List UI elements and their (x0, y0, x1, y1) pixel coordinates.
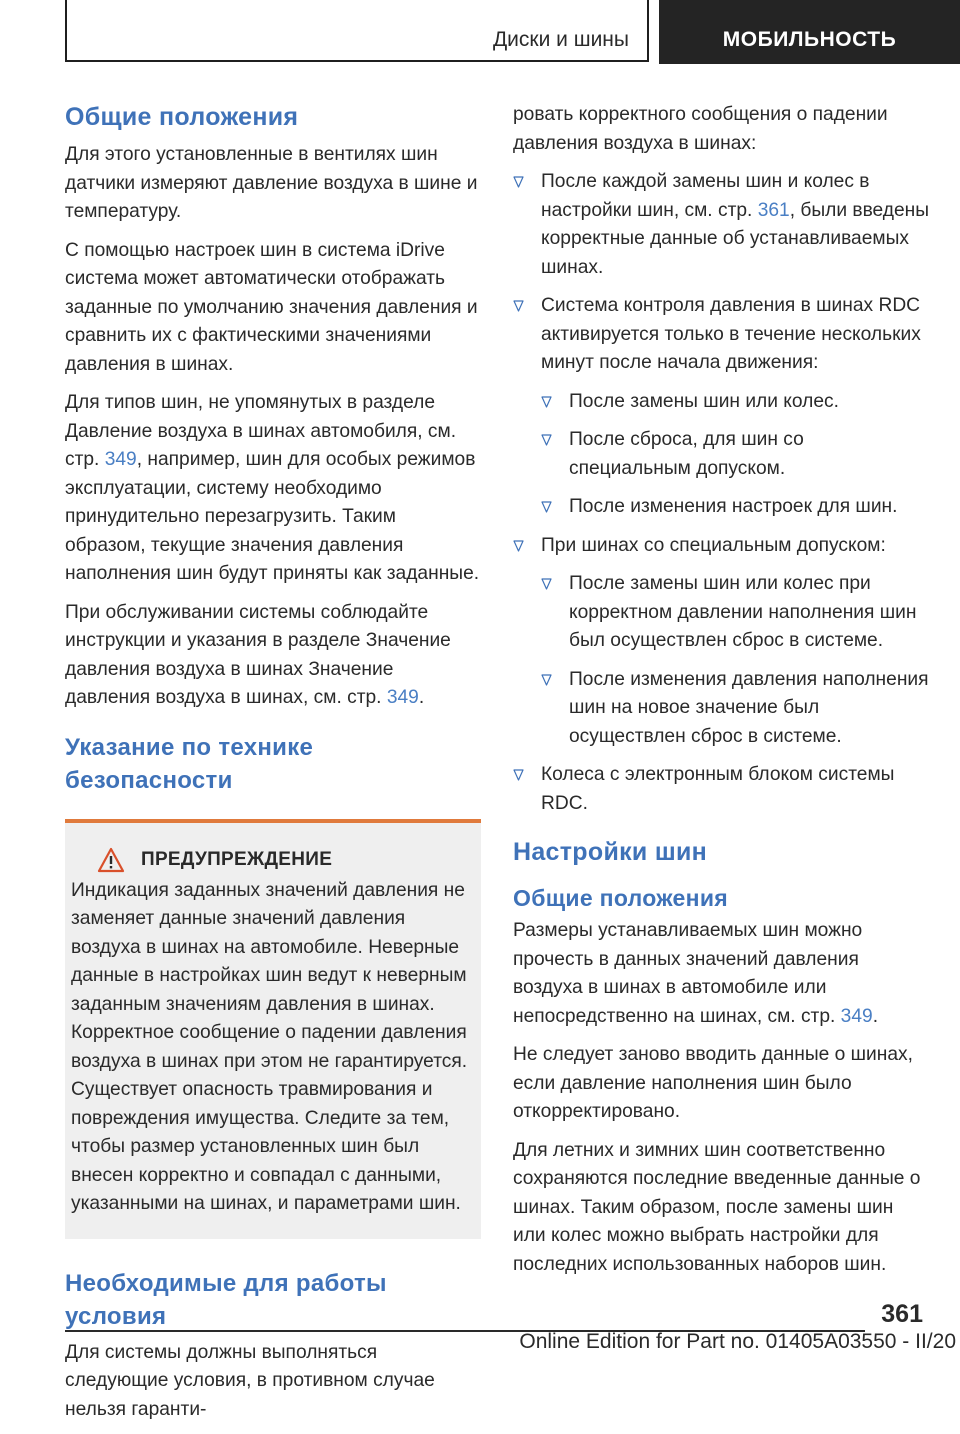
paragraph-sensors: Для этого установленные в вентилях шин датчики измеряют давление воздуха в шине и температуру. (65, 144, 478, 222)
paragraph-idrive: С помощью настроек шин в система iDrive система может автоматически отображать заданные по умолчанию значения давления и сравнить их с фактическими значениями давления в шинах. (65, 239, 478, 375)
bullet-triangle-icon (513, 540, 524, 552)
paragraph-reenter: Не следует заново вводить данные о шинах, если давление наполнения шин было откорректировано. (513, 1044, 913, 1122)
sub-list (541, 388, 930, 522)
list-item-text: После сброса, для шин со специальным допуском. (569, 429, 804, 479)
header-section-box (65, 0, 649, 62)
paragraph-text: Размеры устанавливаемых шин можно прочесть в данных значений давления воздуха в шинах в автомобиле или непосредственно на шинах, см. стр. (513, 920, 863, 1027)
list-item-text: После каждой замены шин и колес в настройки шин, см. стр. (541, 171, 870, 221)
page-link-349[interactable]: 349 (840, 1005, 873, 1027)
paragraph-continued: ровать корректного сообщения о падении давления воздуха в шинах: (513, 104, 888, 154)
paragraph-seasonal: Для летних и зимних шин соответственно сохраняются последние введенные данные о шинах. Таким образом, после замены шин или колес можно выбрать настройки для последних использованных наборов шин. (513, 1139, 921, 1275)
sub-list-item (541, 493, 930, 522)
footer-edition: Online Edition for Part no. 01405A03550 - II/20 (519, 1330, 956, 1353)
paragraph-service (65, 599, 481, 713)
list-item-text: При шинах со специальным допуском: (541, 534, 886, 556)
list-item-text: После замены шин или колес. (569, 390, 839, 412)
bullet-triangle-icon (541, 396, 552, 408)
heading-general-2: Общие положения (513, 885, 728, 911)
heading-general: Общие положения (65, 103, 299, 131)
header-chapter-tab (659, 0, 960, 64)
sub-list-item (541, 666, 930, 752)
page-link-349[interactable]: 349 (386, 687, 419, 708)
page-number: 361 (881, 1300, 923, 1328)
page-link-361[interactable]: 361 (757, 199, 790, 221)
conditions-list (513, 168, 930, 818)
warning-text: Индикация заданных значений давления не заменяет данные значений давления воздуха в шинах на автомобиле. Неверные данные в настройках шин ведут к неверным заданным значениям давления в шинах. Корректное сообщение о падении давления воздуха в шинах при этом не гарантируется. Существует опасность травмирования и повреждения имущества. Следите за тем, чтобы размер установленных шин был внесен корректно и совпадал с данными, указанными на шинах, и параметрами шин. (71, 879, 468, 1214)
left-column (65, 102, 481, 1434)
paragraph-sizes (513, 917, 930, 1031)
bullet-triangle-icon (541, 434, 552, 446)
bullet-triangle-icon (513, 769, 524, 781)
bullet-triangle-icon (541, 674, 552, 686)
list-item (513, 532, 930, 752)
bullet-triangle-icon (541, 501, 552, 513)
warning-triangle-icon (97, 847, 125, 873)
list-item (513, 292, 930, 522)
list-item-text: , были введены корректные данные об устанавливаемых шинах. (541, 199, 930, 278)
heading-conditions: Необходимые для работы условия (65, 1269, 387, 1330)
heading-safety: Указание по технике безопасности (65, 733, 314, 794)
list-item-text: Система контроля давления в шинах RDC активируется только в течение нескольких минут после начала движения: (541, 295, 921, 373)
list-item (513, 168, 930, 282)
warning-title: ПРЕДУПРЕЖДЕНИЕ (141, 848, 333, 870)
header-section-title: Диски и шины (492, 28, 629, 51)
right-column (513, 101, 930, 1289)
paragraph-text: Для типов шин, не упомянутых в разделе Давление воздуха в шинах автомобиля, см. стр. (65, 392, 457, 470)
paragraph-tire-types (65, 389, 481, 589)
bullet-triangle-icon (513, 176, 524, 188)
paragraph-text: . (418, 687, 425, 708)
paragraph-text: При обслуживании системы соблюдайте инструкции и указания в разделе Значение давления воздуха в шинах Значение давления воздуха в шинах, см. стр. (65, 601, 451, 708)
list-item-text: После замены шин или колес при корректном давлении наполнения шин был осуществлен сброс в системе. (569, 573, 917, 651)
header-chapter-title: МОБИЛЬНОСТЬ (722, 28, 897, 51)
paragraph-text: , например, шин для особых режимов эксплуатации, систему необходимо принудительно перезагрузить. Таким образом, текущие значения давления наполнения шин будут приняты как заданные. (65, 449, 480, 584)
sub-list-item (541, 426, 930, 483)
list-item (513, 761, 930, 818)
list-item-text: Колеса с электронным блоком системы RDC. (541, 764, 895, 814)
sub-list (541, 570, 930, 751)
page-link-349[interactable]: 349 (104, 449, 137, 470)
paragraph-conditions: Для системы должны выполняться следующие условия, в противном случае нельзя гаранти- (65, 1341, 435, 1420)
heading-tire-settings: Настройки шин (513, 838, 708, 866)
paragraph-text: . (872, 1005, 879, 1027)
list-item-text: После изменения настроек для шин. (569, 496, 898, 517)
warning-header (97, 847, 475, 873)
sub-list-item (541, 388, 930, 417)
bullet-triangle-icon (513, 300, 524, 312)
warning-box (65, 819, 481, 1239)
list-item-text: После изменения давления наполнения шин на новое значение был осуществлен сброс в системе. (569, 668, 929, 747)
bullet-triangle-icon (541, 578, 552, 590)
sub-list-item (541, 570, 930, 656)
